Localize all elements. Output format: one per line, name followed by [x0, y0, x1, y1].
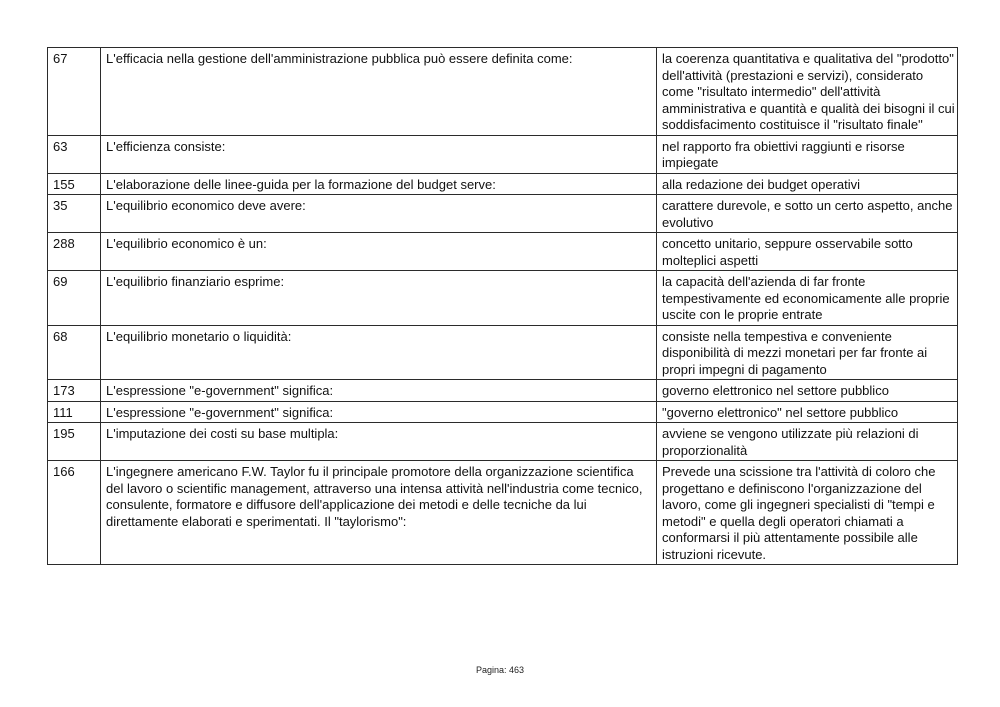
question-text: L'ingegnere americano F.W. Taylor fu il principale promotore della organizzazione scientifica del lavoro o scientific management, attraverso una intensa attività nell'industria come tecnico, consulente, formatore e diffusore dell'applicazione dei metodi e delle tecniche da lui direttamente elaborati e sperimentati. Il "taylorismo": [101, 461, 657, 565]
table-row [48, 195, 958, 233]
question-text: L'efficacia nella gestione dell'amministrazione pubblica può essere definita come: [101, 48, 657, 136]
table-row [48, 423, 958, 461]
table-row [48, 233, 958, 271]
table-row [48, 380, 958, 402]
question-number: 111 [48, 401, 101, 423]
table-row [48, 461, 958, 565]
question-text: L'elaborazione delle linee-guida per la formazione del budget serve: [101, 173, 657, 195]
question-number: 68 [48, 325, 101, 380]
quiz-table [47, 47, 958, 565]
table-row [48, 401, 958, 423]
question-text: L'equilibrio finanziario esprime: [101, 271, 657, 326]
question-text: L'efficienza consiste: [101, 135, 657, 173]
question-text: L'espressione "e-government" significa: [101, 401, 657, 423]
answer-text: carattere durevole, e sotto un certo aspetto, anche evolutivo [657, 195, 958, 233]
question-text: L'equilibrio economico deve avere: [101, 195, 657, 233]
question-number: 166 [48, 461, 101, 565]
answer-text: consiste nella tempestiva e conveniente disponibilità di mezzi monetari per far fronte ai propri impegni di pagamento [657, 325, 958, 380]
answer-text: governo elettronico nel settore pubblico [657, 380, 958, 402]
answer-text: Prevede una scissione tra l'attività di coloro che progettano e definiscono l'organizzazione del lavoro, come gli ingegneri specialisti di "tempi e metodi" e quella degli operatori chiamati a conformarsi il più attentamente possibile alle istruzioni ricevute. [657, 461, 958, 565]
page-number: Pagina: 463 [475, 665, 525, 675]
question-number: 173 [48, 380, 101, 402]
question-number: 288 [48, 233, 101, 271]
question-number: 69 [48, 271, 101, 326]
answer-text: la capacità dell'azienda di far fronte tempestivamente ed economicamente alle proprie uscite con le proprie entrate [657, 271, 958, 326]
question-text: L'equilibrio monetario o liquidità: [101, 325, 657, 380]
question-number: 63 [48, 135, 101, 173]
question-number: 195 [48, 423, 101, 461]
answer-text: "governo elettronico" nel settore pubblico [657, 401, 958, 423]
question-number: 155 [48, 173, 101, 195]
answer-text: la coerenza quantitativa e qualitativa del "prodotto" dell'attività (prestazioni e servizi), considerato come "risultato intermedio" dell'attività amministrativa e quantità e qualità dei bisogni il cui soddisfacimento costituisce il "risultato finale" [657, 48, 958, 136]
table-row [48, 135, 958, 173]
question-number: 67 [48, 48, 101, 136]
question-text: L'equilibrio economico è un: [101, 233, 657, 271]
answer-text: alla redazione dei budget operativi [657, 173, 958, 195]
question-text: L'imputazione dei costi su base multipla: [101, 423, 657, 461]
answer-text: avviene se vengono utilizzate più relazioni di proporzionalità [657, 423, 958, 461]
table-row [48, 325, 958, 380]
answer-text: concetto unitario, seppure osservabile sotto molteplici aspetti [657, 233, 958, 271]
table-row [48, 271, 958, 326]
question-text: L'espressione "e-government" significa: [101, 380, 657, 402]
table-row [48, 173, 958, 195]
table-row [48, 48, 958, 136]
answer-text: nel rapporto fra obiettivi raggiunti e risorse impiegate [657, 135, 958, 173]
question-number: 35 [48, 195, 101, 233]
